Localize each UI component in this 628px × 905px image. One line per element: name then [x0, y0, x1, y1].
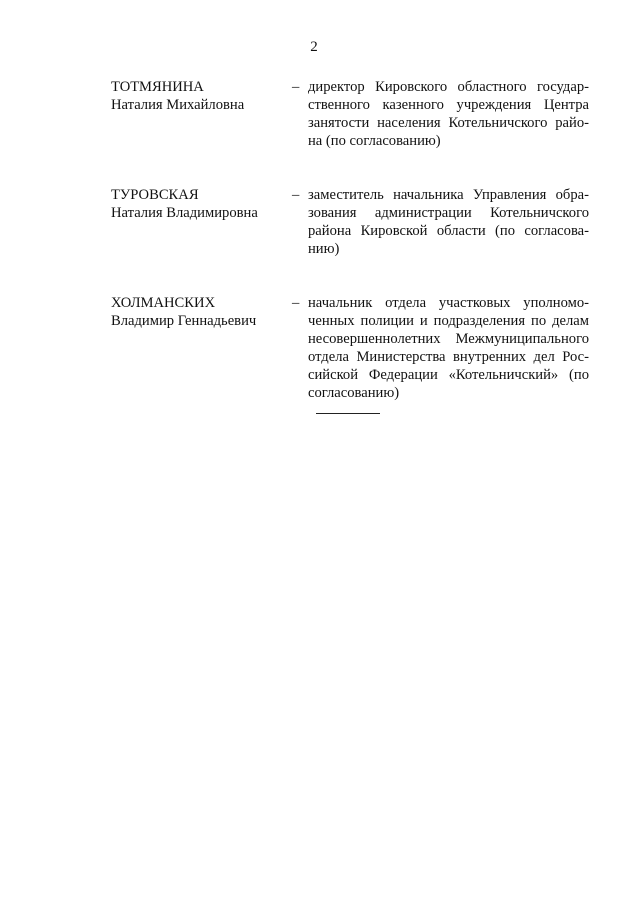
member-entry: [111, 294, 589, 402]
member-given-names: Наталия Владимировна: [111, 205, 258, 221]
entry-dash: –: [292, 79, 300, 95]
member-given-names: Наталия Михайловна: [111, 97, 245, 113]
role-line: заместитель начальника Управления обра-: [308, 187, 589, 203]
entry-dash: –: [292, 187, 300, 203]
role-line: согласованию): [308, 385, 400, 401]
role-line: нию): [308, 241, 340, 257]
page-number: 2: [310, 39, 318, 55]
role-line: зования администрации Котельничского: [308, 205, 589, 221]
member-list: [111, 78, 589, 402]
role-line: ченных полиции и подразделения по делам: [308, 313, 589, 329]
member-role: [308, 294, 589, 402]
member-role: [308, 78, 589, 150]
member-name-block: [111, 78, 292, 114]
member-role: [308, 186, 589, 258]
role-line: несовершеннолетних Межмуниципального: [308, 331, 589, 347]
member-surname: ХОЛМАНСКИХ: [111, 295, 216, 311]
entry-dash: –: [292, 295, 300, 311]
member-surname: ТУРОВСКАЯ: [111, 187, 199, 203]
member-entry: [111, 78, 589, 150]
role-line: района Кировской области (по согласова-: [308, 223, 589, 239]
member-surname: ТОТМЯНИНА: [111, 79, 204, 95]
member-name-block: [111, 294, 292, 330]
member-name-block: [111, 186, 292, 222]
role-line: сийской Федерации «Котельничский» (по: [308, 367, 589, 383]
role-line: начальник отдела участковых уполномо-: [308, 295, 589, 311]
member-given-names: Владимир Геннадьевич: [111, 313, 257, 329]
role-line: ственного казенного учреждения Центра: [308, 97, 589, 113]
role-line: директор Кировского областного государ-: [308, 79, 589, 95]
role-line: отдела Министерства внутренних дел Рос-: [308, 349, 589, 365]
role-line: занятости населения Котельничского райо-: [308, 115, 589, 131]
member-entry: [111, 186, 589, 258]
role-line: на (по согласованию): [308, 133, 441, 149]
closing-rule: [316, 413, 380, 414]
